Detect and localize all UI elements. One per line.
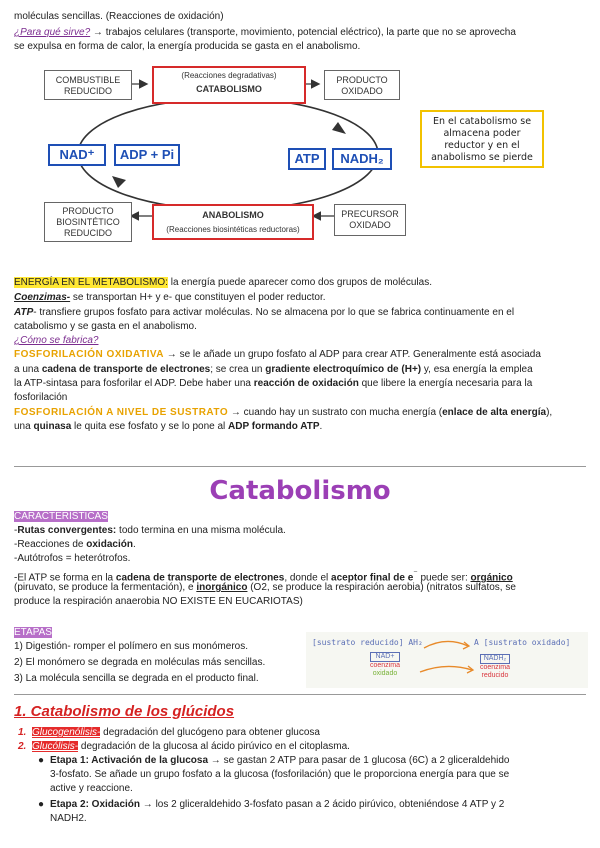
- caract-label: CARACTERÍSTICAS: [14, 511, 108, 522]
- etapas-list: [14, 640, 265, 688]
- fs-t2b: quinasa: [33, 421, 72, 432]
- fs-t1b: enlace de alta energía: [442, 407, 547, 418]
- fs-t1c: ),: [546, 407, 553, 418]
- fo-t3b: reacción de oxidación: [253, 378, 359, 389]
- fs-t2e: .: [319, 421, 323, 432]
- energia-label: ENERGÍA EN EL METABOLISMO:: [14, 277, 168, 288]
- caract-r4c: , donde el: [284, 572, 332, 584]
- atp-line-2: catabolismo y se gasta en el anabolismo.: [14, 321, 197, 332]
- hw-nad: NAD+: [370, 652, 400, 662]
- fs-t1a: → cuando hay un sustrato con mucha energía (: [228, 407, 443, 418]
- caract-row-1: [14, 524, 586, 538]
- coenzimas-line: [14, 291, 586, 305]
- fs-t2a: una: [14, 421, 34, 432]
- handwritten-note: [306, 632, 588, 688]
- page-title: Catabolismo: [209, 476, 391, 506]
- fo-line-4: fosforilación: [14, 392, 68, 403]
- caract-r4f: puede ser:: [417, 572, 471, 584]
- adp-pi-box: ADP + Pi: [114, 144, 180, 166]
- hw-nadh-group: [480, 654, 510, 680]
- ellipse-arrowhead-right: [332, 122, 346, 134]
- glucidos-num-2: 2.: [18, 741, 27, 752]
- fo-text-1: → se le añade un grupo fosfato al ADP para crear ATP. Generalmente está asociada: [164, 349, 541, 360]
- atp-label: ATP: [14, 307, 34, 318]
- etapa-1-label: Etapa 1: Activación de la glucosa: [50, 755, 209, 766]
- caract-r2a: -Reacciones de: [14, 539, 87, 550]
- fs-line-1: [14, 406, 586, 420]
- glucidos-num-1: 1.: [18, 727, 27, 738]
- caract-r4b: cadena de transporte de electrones: [115, 572, 285, 584]
- intro-line-2: [14, 26, 586, 40]
- caract-r1b: Rutas convergentes:: [17, 525, 117, 536]
- hw-sustrato-reducido: [sustrato reducido] AH₂: [312, 638, 423, 647]
- etapa-2-label: Etapa 2: Oxidación: [50, 799, 141, 810]
- fo-t3a: la ATP-sintasa para fosforilar el ADP. Debe haber una: [14, 378, 254, 389]
- fs-label: FOSFORILACIÓN A NIVEL DE SUSTRATO: [14, 407, 229, 418]
- fo-t2c: ; se crea un: [210, 364, 266, 375]
- catabolismo-label: CATABOLISMO: [196, 84, 262, 94]
- etapas-label: ETAPAS: [14, 627, 52, 638]
- section-divider: [14, 466, 586, 467]
- caract-row-6: produce la respiración anaerobia NO EXISTE EN EUCARIOTAS): [14, 596, 303, 607]
- fs-line-2: [14, 420, 586, 434]
- glucidos-item-2: [18, 740, 590, 754]
- intro-line-3: se expulsa en forma de calor, la energía producida se gasta en el anabolismo.: [14, 41, 361, 52]
- caract-r5c: (O2, se produce la respiración aerobia) (nitratos sulfatos, se: [247, 582, 516, 593]
- como-se-fabrica-text: ¿Cómo se fabrica?: [14, 335, 99, 346]
- list-item: 2) El monómero se degrada en moléculas más sencillas.: [14, 657, 266, 668]
- section-divider-2: [14, 694, 586, 695]
- note-box: En el catabolismo se almacena poder reductor y en el anabolismo se pierde: [420, 110, 544, 168]
- caract-r4d: aceptor final de e: [331, 572, 414, 584]
- caract-r1c: todo termina en una misma molécula.: [116, 525, 286, 536]
- fo-t2d: gradiente electroquímico de (H+): [265, 364, 422, 375]
- glucogenolisis-label: Glucogenólisis-: [32, 727, 101, 738]
- hw-reducido: reducido: [481, 672, 509, 679]
- list-item: 3) La molécula sencilla se degrada en el producto final.: [14, 673, 259, 684]
- bullet: ●: [38, 755, 45, 766]
- etapa-2-text-1: → los 2 gliceraldehido 3-fosfato pasan a 2 ácido pirúvico, obteniéndose 4 ATP y 2: [140, 799, 505, 810]
- producto-biosintetico-box: PRODUCTO BIOSINTÉTICO REDUCIDO: [44, 202, 132, 242]
- etapa-2-line-2: NADH2.: [50, 813, 87, 824]
- intro-line-1: moléculas sencillas. (Reacciones de oxidación): [14, 11, 224, 22]
- nad-box: NAD⁺: [48, 144, 106, 166]
- caract-r4e: ⁻: [413, 568, 418, 578]
- caract-r2c: .: [132, 539, 136, 550]
- catabolismo-subtitle: (Reacciones degradativas): [181, 71, 277, 80]
- etapa-1-text-1: → se gastan 2 ATP para pasar de 1 glucosa (6C) a 2 gliceraldehido: [208, 755, 510, 766]
- coenzimas-label: Coenzimas-: [14, 292, 71, 303]
- glucolisis-label: Glucólisis-: [32, 741, 79, 752]
- etapa-1-line-3: active y reaccione.: [50, 783, 133, 794]
- list-item: 1) Digestión- romper el polímero en sus monómeros.: [14, 641, 248, 652]
- anabolismo-label: ANABOLISMO: [202, 210, 264, 220]
- caract-r2b: oxidación: [86, 539, 133, 550]
- glucidos-item-1: [18, 726, 590, 740]
- metabolism-diagram: [42, 64, 408, 246]
- anabolismo-box: [152, 204, 314, 240]
- hw-oxidado: oxidado: [372, 670, 398, 677]
- etapa-2-line-1: [38, 798, 586, 812]
- hw-coenzima-2: coenzima: [480, 664, 510, 671]
- atp-line-1: [14, 306, 586, 320]
- glucogenolisis-text: degradación del glucógeno para obtener glucosa: [100, 727, 320, 738]
- caract-heading: [14, 510, 586, 524]
- hw-sustrato-oxidado: A [sustrato oxidado]: [474, 638, 571, 647]
- nadh-box: NADH₂: [332, 148, 392, 170]
- caract-row-2: [14, 538, 586, 552]
- hw-arrow-top: [424, 641, 468, 648]
- ellipse-arrowhead-left: [112, 176, 126, 188]
- hw-nad-group: [370, 652, 400, 678]
- coenzimas-text: se transportan H+ y e- que constituyen el poder reductor.: [70, 292, 326, 303]
- glucolisis-text: degradación de la glucosa al ácido pirúvico en el citoplasma.: [78, 741, 350, 752]
- catabolismo-box: [152, 66, 306, 104]
- fo-line-3: [14, 377, 586, 391]
- fo-t2b: cadena de transporte de electrones: [41, 364, 211, 375]
- atp-box: ATP: [288, 148, 326, 170]
- atp-text-1: - transfiere grupos fosfato para activar moléculas. No se almacena por lo que se fabrica continuamente en el: [33, 307, 515, 318]
- caract-r4a: -El ATP se forma en la: [14, 572, 116, 584]
- como-se-fabrica: [14, 334, 586, 348]
- fo-t2e: y, esa energía la emplea: [421, 364, 533, 375]
- producto-oxidado-box: PRODUCTO OXIDADO: [324, 70, 400, 100]
- etapa-1-line-2: 3-fosfato. Se añade un grupo fosfato a la glucosa (fosforilación) que le proporciona energía para que se: [50, 769, 510, 780]
- caract-r5b: inorgánico: [196, 582, 248, 593]
- hw-nadh: NADH₂: [480, 654, 510, 664]
- fs-t2c: le quita ese fosfato y se lo pone al: [71, 421, 229, 432]
- hw-arrow-bottom: [420, 666, 472, 672]
- anabolismo-subtitle: (Reacciones biosintéticas reductoras): [166, 225, 300, 234]
- para-que-sirve-question: ¿Para qué sirve?: [14, 27, 91, 38]
- glucidos-heading: 1. Catabolismo de los glúcidos: [14, 703, 235, 720]
- caract-row-3: -Autótrofos = heterótrofos.: [14, 553, 131, 564]
- caract-r4g: orgánico: [470, 572, 513, 584]
- energia-text: la energía puede aparecer como dos grupos de moléculas.: [167, 277, 432, 288]
- fo-label: FOSFORILACIÓN OXIDATIVA: [14, 349, 165, 360]
- caract-row-5: [14, 581, 586, 595]
- fo-t2a: a una: [14, 364, 42, 375]
- bullet: ●: [38, 799, 45, 810]
- etapa-1-line-1: [38, 754, 586, 768]
- energia-line: [14, 276, 586, 290]
- caract-r1a: -: [14, 525, 18, 536]
- fs-t2d: ADP formando ATP: [228, 421, 320, 432]
- fo-t3c: que libere la energía necesaria para la: [358, 378, 533, 389]
- precursor-oxidado-box: PRECURSOR OXIDADO: [334, 204, 406, 236]
- caract-r5a: (piruvato, se produce la fermentación), e: [14, 582, 197, 593]
- hw-coenzima-1: coenzima: [370, 662, 400, 669]
- fo-line-2: [14, 363, 586, 377]
- combustible-reducido-box: COMBUSTIBLE REDUCIDO: [44, 70, 132, 100]
- fo-line-1: [14, 348, 586, 362]
- intro-line-2-text: → trabajos celulares (transporte, movimiento, potencial eléctrico), la parte que no se aprovecha: [90, 27, 516, 38]
